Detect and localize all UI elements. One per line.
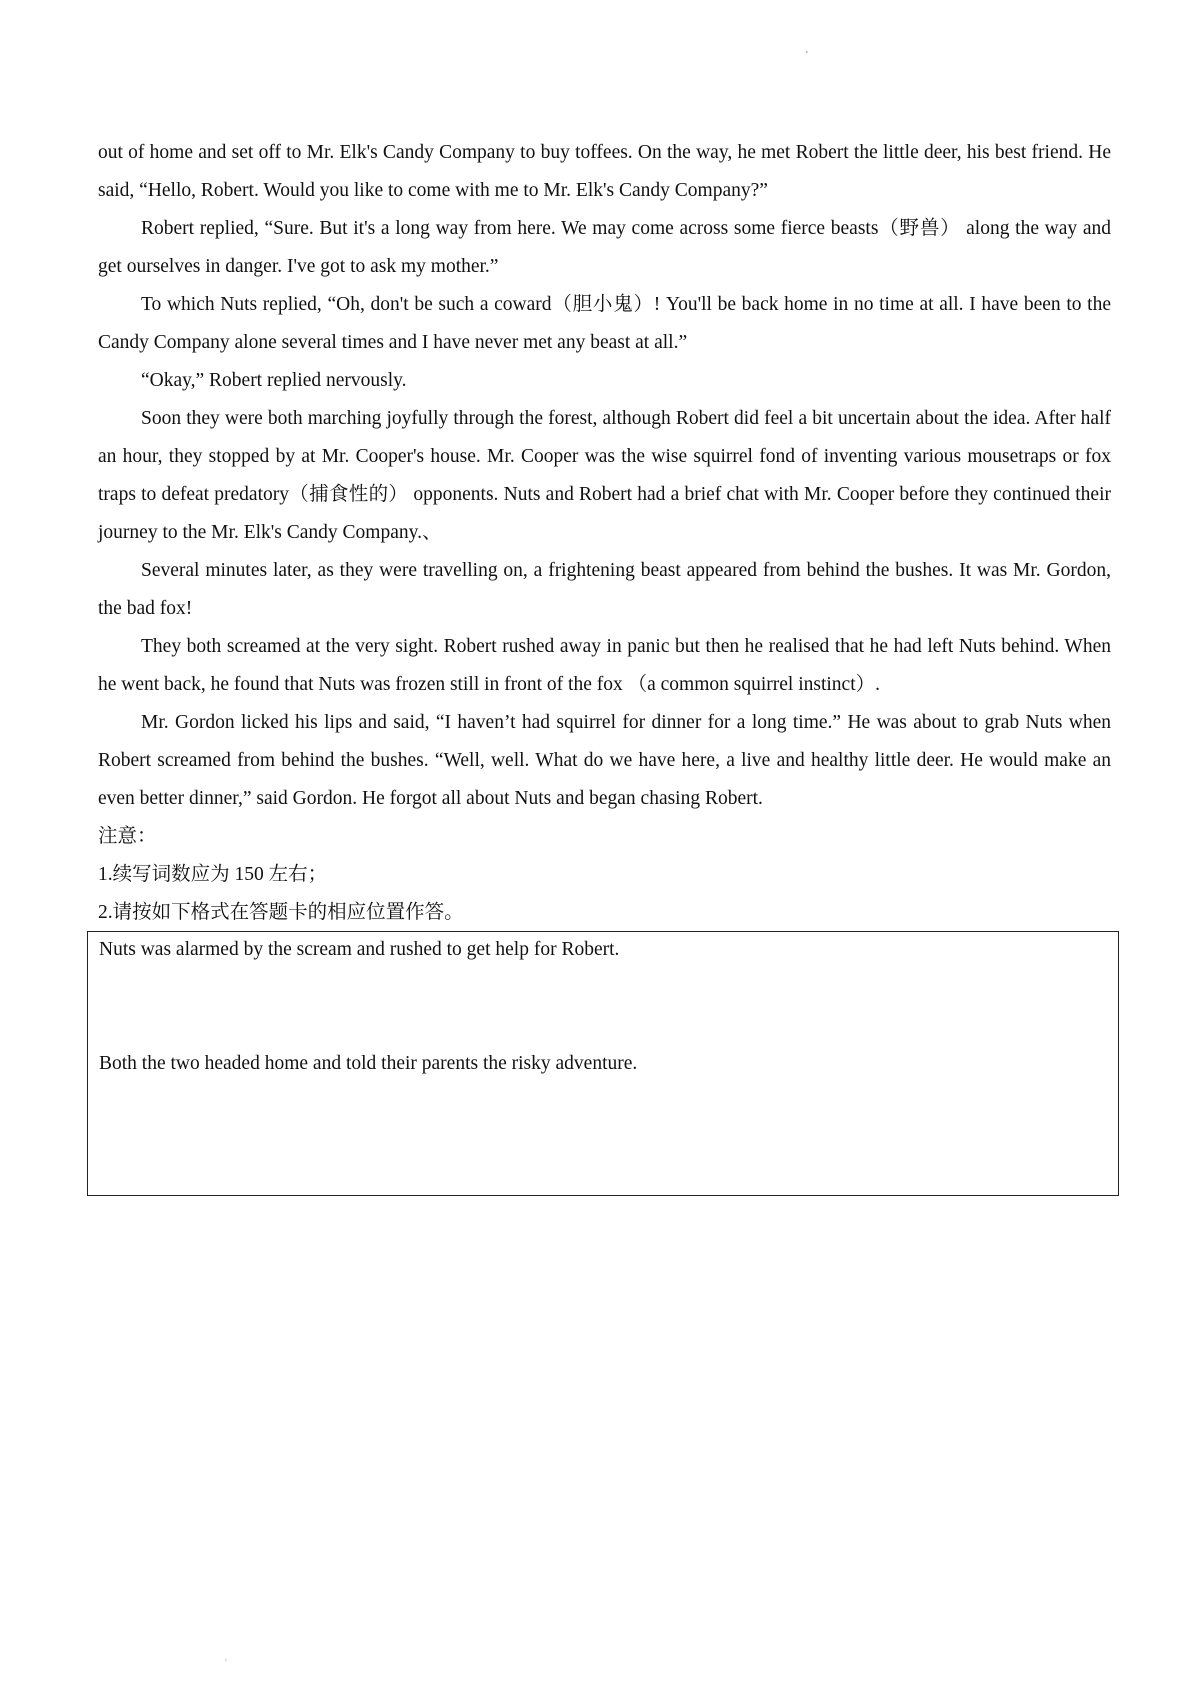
notes-item-format: 2.请按如下格式在答题卡的相应位置作答。	[98, 902, 464, 923]
page-bottom-mark: '	[225, 1658, 227, 1669]
notes-item-word-count: 1.续写词数应为 150 左右；	[98, 864, 328, 885]
story-paragraph-2: Robert replied, “Sure. But it's a long way from here. We may come across some fierce beasts（野兽） along the way and get ourselves in danger. I've got to ask my mother.”	[98, 218, 1111, 277]
story-paragraph-6: Several minutes later, as they were travelling on, a frightening beast appeared from behind the bushes. It was Mr. Gordon, the bad fox!	[98, 560, 1111, 619]
story-paragraph-1: out of home and set off to Mr. Elk's Candy Company to buy toffees. On the way, he met Robert the little deer, his best friend. He said, “Hello, Robert. Would you like to come with me to Mr. Elk's Candy Company?”	[98, 142, 1111, 201]
story-paragraph-7: They both screamed at the very sight. Robert rushed away in panic but then he realised that he had left Nuts behind. When he went back, he found that Nuts was frozen still in front of the fox （a common squirrel instinct）.	[98, 636, 1111, 695]
page-top-mark: '	[806, 50, 808, 61]
story-paragraph-8: Mr. Gordon licked his lips and said, “I haven’t had squirrel for dinner for a long time.” He was about to grab Nuts when Robert screamed from behind the bushes. “Well, well. What do we have here, a live and healthy little deer. He would make an even better dinner,” said Gordon. He forgot all about Nuts and began chasing Robert.	[98, 712, 1111, 809]
story-paragraph-5: Soon they were both marching joyfully through the forest, although Robert did feel a bit uncertain about the idea. After half an hour, they stopped by at Mr. Cooper's house. Mr. Cooper was the wise squirrel fond of inventing various mousetraps or fox traps to defeat predatory（捕食性的） opponents. Nuts and Robert had a brief chat with Mr. Cooper before they continued their journey to the Mr. Elk's Candy Company.、	[98, 408, 1111, 543]
story-paragraph-3: To which Nuts replied, “Oh, don't be such a coward（胆小鬼）! You'll be back home in no time at all. I have been to the Candy Company alone several times and I have never met any beast at all.”	[98, 294, 1111, 353]
answer-box-opening-line-2: Both the two headed home and told their parents the risky adventure.	[99, 1053, 638, 1074]
answer-box	[87, 931, 1119, 1196]
story-paragraph-4: “Okay,” Robert replied nervously.	[141, 370, 407, 391]
story-content	[98, 134, 1111, 932]
notes-heading: 注意：	[98, 826, 157, 847]
answer-box-opening-line-1: Nuts was alarmed by the scream and rushed to get help for Robert.	[99, 939, 620, 960]
